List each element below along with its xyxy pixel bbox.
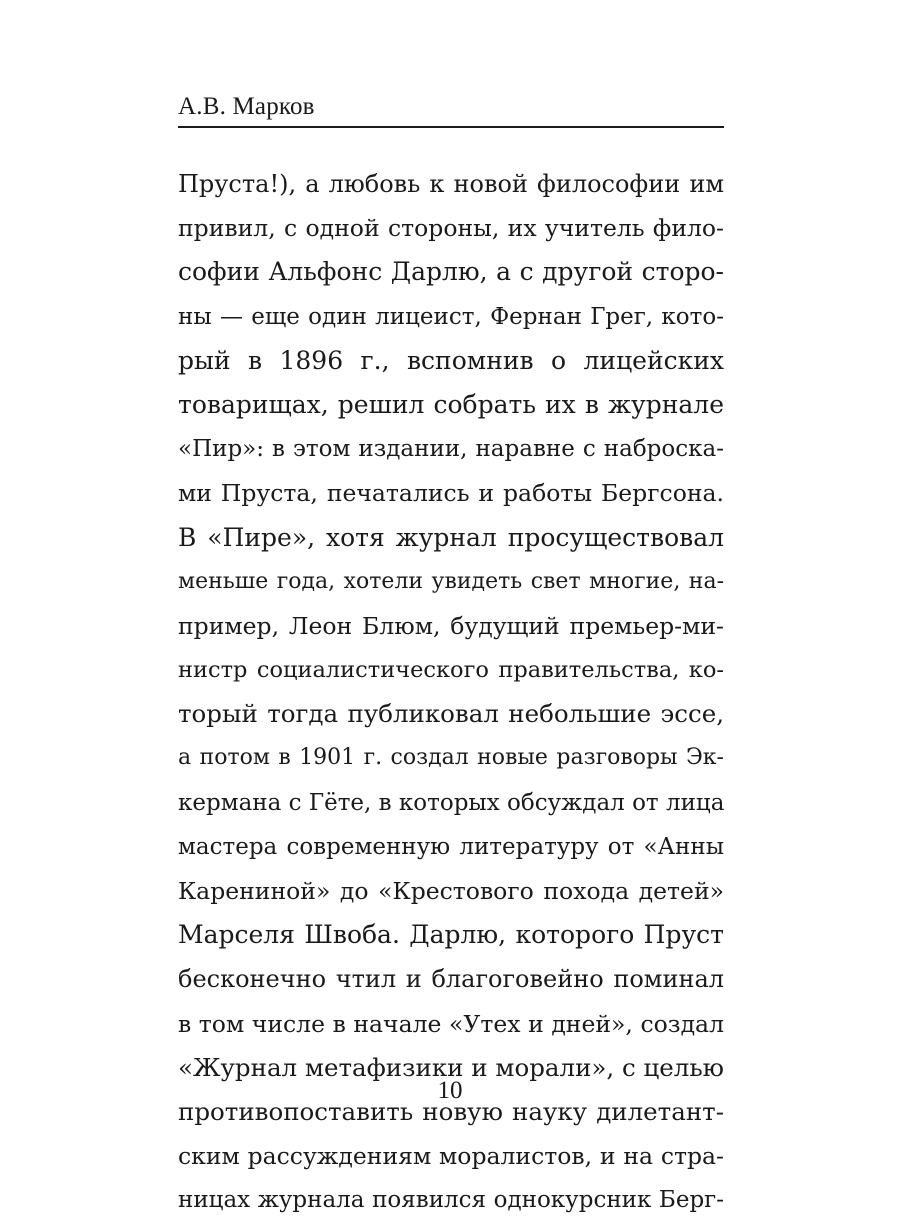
- text-line: противопоставить новую науку дилетант-: [178, 1096, 724, 1126]
- text-line: а потом в 1901 г. создал новые разговоры Эк-: [178, 745, 724, 771]
- text-line: Марселя Швоба. Дарлю, которого Пруст: [178, 920, 724, 950]
- text-line: нистр социалистического правительства, ко-: [178, 657, 724, 684]
- text-line: ницах журнала появился однокурсник Берг-: [178, 1187, 724, 1214]
- text-line: кермана с Гёте, в которых обсуждал от лица: [178, 789, 724, 816]
- text-line: меньше года, хотели увидеть свет многие, на-: [178, 568, 724, 594]
- text-line: в том числе в начале «Утех и дней», создал: [178, 1009, 724, 1038]
- text-line: торый тогда публиковал небольшие эссе,: [178, 699, 724, 729]
- text-line: привил, с одной стороны, их учитель фило-: [178, 214, 724, 243]
- text-line: Карениной» до «Крестового похода детей»: [178, 877, 724, 905]
- text-line: софии Альфонс Дарлю, а с другой сторо-: [178, 257, 724, 287]
- text-line: ны — еще один лицеист, Фернан Грег, кото-: [178, 303, 724, 330]
- text-line: ми Пруста, печатались и работы Бергсона.: [178, 479, 724, 508]
- text-line: рый в 1896 г., вспомнив о лицейских: [178, 345, 724, 375]
- text-line: «Пир»: в этом издании, наравне с наброска-: [178, 436, 724, 463]
- text-line: товарищах, решил собрать их в журнале: [178, 389, 724, 419]
- text-line: Пруста!), а любовь к новой философии им: [178, 170, 724, 198]
- body-text: [178, 162, 724, 1223]
- page-number: 10: [437, 1077, 463, 1104]
- text-line: бесконечно чтил и благоговейно поминал: [178, 965, 724, 994]
- text-line: пример, Леон Блюм, будущий премьер-ми-: [178, 611, 724, 640]
- running-head: [178, 92, 724, 128]
- running-head-author: А.В. Марков: [178, 93, 315, 120]
- text-line: В «Пире», хотя журнал просуществовал: [178, 522, 724, 552]
- text-line: «Журнал метафизики и морали», с целью: [178, 1052, 724, 1082]
- text-line: ским рассуждениям моралистов, и на стра-: [178, 1142, 724, 1171]
- text-line: мастера современную литературу от «Анны: [178, 833, 724, 860]
